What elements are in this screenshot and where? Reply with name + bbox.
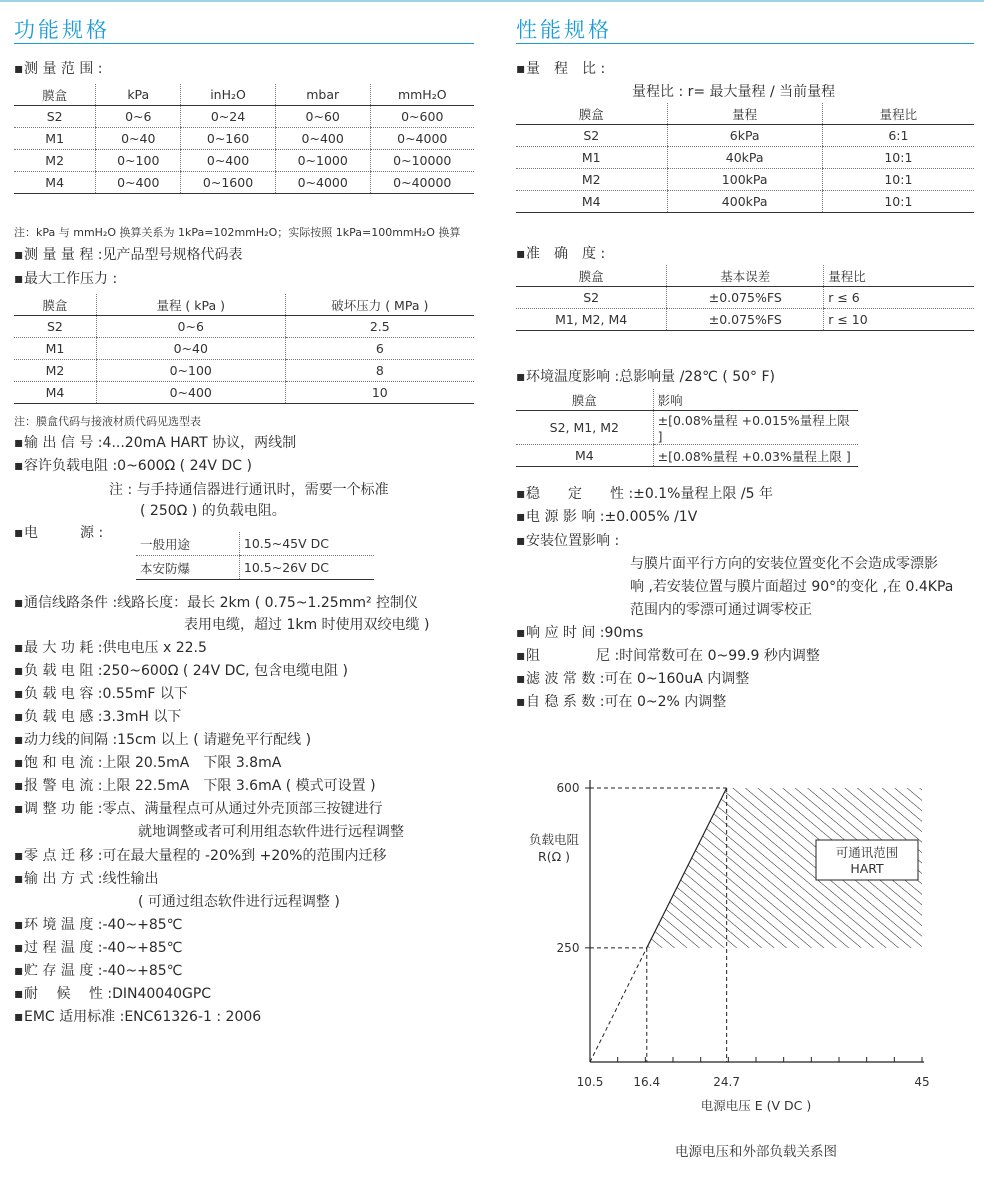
output-mode-value-2: ( 可通过组态软件进行远程调整 ) [138,894,340,910]
table-cell: 0~100 [96,360,285,382]
table-row [516,125,974,147]
power-row-item [136,556,374,580]
range-header-cell: 膜盒 [14,84,96,106]
table-cell: M1, M2, M4 [516,309,667,331]
table-cell: 0~6 [96,106,181,128]
table-cell: 40kPa [667,147,822,169]
y-tick-label: 600 [556,781,580,795]
turndown-header-cell: 量程比 [822,103,974,125]
table-cell: 6:1 [822,125,974,147]
ambient-label: 环境温度影响 : [526,369,620,385]
bullet-icon: ▪ [14,732,24,748]
spec-value: 可在 0~2% 内调整 [604,694,727,710]
spec-item [14,729,311,752]
bullet-icon: ▪ [14,640,24,656]
turndown-table-body [516,125,974,213]
spec-label: 动力线的间隔 : [24,732,118,748]
spec-label: 响 应 时 间 : [526,625,605,641]
spec-item [14,983,211,1006]
output-mode-row: ▪输 出 方 式 :线性输出 [14,871,159,887]
pressure-table [14,294,474,404]
power-row: ▪电 源 : [14,525,104,541]
table-cell: M4 [516,445,653,467]
range-header-cell: mmH₂O [370,84,474,106]
x-axis-label: 电源电压 E (V DC ) [700,1098,812,1113]
table-cell: 本安防爆 [136,556,239,580]
bullet-icon: ▪ [516,648,526,664]
table-cell: 0~160 [181,128,276,150]
table-cell: 0~4000 [275,172,370,194]
spec-label: 饱 和 电 流 : [24,755,103,771]
table-cell: M4 [14,382,96,404]
bullet-icon: ▪ [516,694,526,710]
table-row [14,106,474,128]
table-cell: M2 [14,150,96,172]
x-tick-label: 24.7 [713,1075,741,1089]
span-label: 测 量 量 程 : [24,247,103,263]
annotation-text: 可通讯范围 [835,845,899,860]
table-cell: 0~100 [96,150,181,172]
table-row [516,445,858,467]
spec-value: DIN40040GPC [112,986,212,1002]
range-table [14,84,474,194]
turndown-header-cell: 膜盒 [516,103,667,125]
power-table-body [136,532,374,580]
bullet-icon: ▪ [14,917,24,933]
bullet-icon: ▪ [14,940,24,956]
pressure-row: ▪最大工作压力 : [14,271,118,287]
spec-value: 3.3mH 以下 [102,709,182,725]
accuracy-header-cell: 膜盒 [516,265,667,287]
table-cell: 6 [285,338,474,360]
span-value: 见产品型号规格代码表 [102,247,243,263]
y-axis-label: 负载电阻 [528,832,580,847]
table-cell: 6kPa [667,125,822,147]
pressure-header-cell: 破坏压力 ( MPa ) [285,294,474,316]
spec-label: 耐 候 性 : [24,986,113,1002]
table-cell: 400kPa [667,191,822,213]
table-cell: 0~40 [96,338,285,360]
spec-value: -40~+85℃ [102,963,183,979]
mounting-label: 安装位置影响 : [526,533,620,549]
table-cell: 0~400 [96,172,181,194]
spec-value: 250~600Ω ( 24V DC, 包含电缆电阻 ) [102,663,348,679]
zero-shift-value: 可在最大量程的 -20%到 +20%的范围内迁移 [102,848,387,864]
table-row [14,382,474,404]
bullet-icon: ▪ [14,755,24,771]
pressure-note: 注：膜盒代码与接液材质代码见选型表 [14,415,201,428]
spec-value: 上限 22.5mA 下限 3.6mA ( 模式可设置 ) [102,778,376,794]
turndown-label: 量 程 比 : [526,61,606,77]
x-tick-label: 45 [914,1075,930,1089]
spec-item [516,506,697,529]
spec-item [14,937,182,960]
load-resistance-label: 容许负载电阻 : [24,458,118,474]
pressure-header-cell: 量程 ( kPa ) [96,294,285,316]
load-resistance-note-1: 注 : 与手持通信器进行通讯时，需要一个标准 [109,482,389,498]
bullet-icon: ▪ [14,686,24,702]
chart-plot-area [529,780,930,1160]
spec-label: 自 稳 系 数 : [526,694,605,710]
bullet-icon: ▪ [516,625,526,641]
table-cell: M1 [516,147,667,169]
pressure-header-cell: 膜盒 [14,294,96,316]
table-cell: r ≤ 6 [824,287,974,309]
y-tick-label: 250 [556,940,580,955]
x-tick-label: 10.5 [576,1075,604,1089]
annotation-text: HART [850,861,884,876]
spec-label: 最 大 功 耗 : [24,640,103,656]
table-row [516,411,858,445]
spec-label: 负 载 电 容 : [24,686,103,702]
table-cell: S2 [14,316,96,338]
spec-item [516,645,820,668]
spec-label: 过 程 温 度 : [24,940,103,956]
spec-item [14,960,182,983]
top-rule [0,0,984,2]
turndown-header-cell: 量程 [667,103,822,125]
accuracy-label: 准 确 度 : [526,246,606,262]
table-cell: 一般用途 [136,532,239,556]
accuracy-header-cell: 基本误差 [667,265,824,287]
spec-item [14,914,182,937]
bullet-icon: ▪ [14,1009,24,1025]
spec-item [14,706,181,729]
table-cell: ±0.075%FS [667,287,824,309]
right-title-rule [516,43,974,44]
spec-item [516,691,726,714]
spec-label: 负 载 电 阻 : [24,663,103,679]
chart-caption: 电源电压和外部负载关系图 [675,1144,837,1160]
turndown-table-header [516,103,974,125]
turndown-formula: 量程比 : r= 最大量程 / 当前量程 [632,84,836,100]
power-table [136,532,374,580]
spec-value: 供电电压 x 22.5 [102,640,207,656]
adjust-value-1: 零点、满量程点可从通过外壳顶部三按键进行 [102,801,383,817]
bullet-icon: ▪ [14,709,24,725]
spec-item [14,1006,261,1029]
spec-label: 阻 尼 : [526,648,620,664]
table-cell: 0~1000 [275,150,370,172]
bullet-icon: ▪ [516,671,526,687]
turndown-table [516,103,974,213]
mounting-value-3: 范围内的零漂可通过调零校正 [630,602,812,618]
table-cell: 10.5~45V DC [239,532,374,556]
ambient-value: 总影响量 /28℃ ( 50° F) [619,369,776,385]
left-section-title: 功能规格 [14,18,110,42]
bullet-icon: ▪ [14,778,24,794]
table-cell: M4 [14,172,96,194]
spec-label: 稳 定 性 : [526,486,634,502]
load-resistance-note-2: ( 250Ω ) 的负载电阻。 [140,503,286,519]
table-cell: ±0.075%FS [667,309,824,331]
spec-label: 滤 波 常 数 : [526,671,605,687]
ambient-header-cell: 影响 [653,389,858,411]
spec-label: 环 境 温 度 : [24,917,103,933]
adjust-value-2: 就地调整或者可利用组态软件进行远程调整 [138,824,404,840]
bullet-icon: ▪ [14,986,24,1002]
table-cell: 10:1 [822,191,974,213]
y-axis-unit: R(Ω ) [538,849,570,864]
table-cell: S2 [516,287,667,309]
output-signal-value: 4...20mA HART 协议，两线制 [102,435,297,451]
table-cell: 0~4000 [370,128,474,150]
accuracy-table-header [516,265,974,287]
table-row [14,360,474,382]
spec-item [516,483,773,506]
table-cell: 10.5~26V DC [239,556,374,580]
spec-item [14,637,207,660]
table-row [14,172,474,194]
boundary-dashed [590,948,647,1062]
spec-item [516,668,749,691]
range-label: 测 量 范 围 : [24,61,103,77]
accuracy-table-body [516,287,974,331]
table-cell: 10 [285,382,474,404]
mounting-row: ▪安装位置影响 : [516,533,620,549]
load-resistance-row: ▪容许负载电阻 :0~600Ω ( 24V DC ) [14,458,252,474]
adjust-row: ▪调 整 功 能 :零点、满量程点可从通过外壳顶部三按键进行 [14,801,383,817]
x-tick-label: 16.4 [633,1075,661,1089]
pressure-table-header [14,294,474,316]
zero-shift-row: ▪零 点 迁 移 :可在最大量程的 -20%到 +20%的范围内迁移 [14,848,387,864]
comm-line-label: 通信线路条件 : [24,595,118,611]
ambient-table-header [516,389,858,411]
ambient-header-cell: 膜盒 [516,389,653,411]
range-table-header [14,84,474,106]
spec-value: ±0.005% /1V [604,509,698,525]
table-cell: ±[0.08%量程 +0.03%量程上限 ] [653,445,858,467]
span-row: ▪测 量 量 程 :见产品型号规格代码表 [14,247,243,263]
table-row [14,128,474,150]
pressure-label: 最大工作压力 : [24,271,118,287]
table-row [516,191,974,213]
table-cell: S2, M1, M2 [516,411,653,445]
table-row [14,338,474,360]
output-mode-label: 输 出 方 式 : [24,871,103,887]
spec-item [516,622,643,645]
left-title-rule [14,43,474,44]
table-cell: 0~6 [96,316,285,338]
table-cell: M1 [14,338,96,360]
range-row: ▪测 量 范 围 : [14,61,103,77]
table-row [516,169,974,191]
table-cell: 0~400 [181,150,276,172]
table-cell: 0~40000 [370,172,474,194]
power-row-item [136,532,374,556]
table-cell: 10:1 [822,147,974,169]
spec-value: ±0.1%量程上限 /5 年 [633,486,773,502]
table-cell: S2 [516,125,667,147]
comm-line-row: ▪通信线路条件 :线路长度：最长 2km ( 0.75~1.25mm² 控制仪 [14,595,419,611]
table-cell: 0~600 [370,106,474,128]
ambient-row: ▪环境温度影响 :总影响量 /28℃ ( 50° F) [516,369,776,385]
table-cell: r ≤ 10 [824,309,974,331]
table-cell: 0~400 [96,382,285,404]
bullet-icon: ▪ [14,963,24,979]
voltage-load-chart [500,760,984,1200]
spec-label: 报 警 电 流 : [24,778,103,794]
table-cell: 0~40 [96,128,181,150]
turndown-row: ▪量 程 比 : [516,61,606,77]
table-cell: 100kPa [667,169,822,191]
spec-value: 可在 0~160uA 内调整 [604,671,750,687]
spec-item [14,775,376,798]
accuracy-header-cell: 量程比 [824,265,974,287]
spec-value: -40~+85℃ [102,940,183,956]
table-cell: M4 [516,191,667,213]
comm-line-value-1: 线路长度：最长 2km ( 0.75~1.25mm² 控制仪 [117,595,419,611]
bullet-icon: ▪ [516,486,526,502]
table-cell: S2 [14,106,96,128]
table-cell: 2.5 [285,316,474,338]
spec-item [14,752,281,775]
spec-value: ENC61326-1 : 2006 [124,1009,262,1025]
table-row [14,150,474,172]
spec-label: EMC 适用标准 : [24,1009,125,1025]
table-cell: 0~400 [275,128,370,150]
accuracy-row: ▪准 确 度 : [516,246,606,262]
table-cell: 0~1600 [181,172,276,194]
table-cell: 8 [285,360,474,382]
zero-shift-label: 零 点 迁 移 : [24,848,103,864]
spec-value: 0.55mF 以下 [102,686,188,702]
right-section-title: 性能规格 [516,18,612,42]
range-table-body [14,106,474,194]
spec-value: 时间常数可在 0~99.9 秒内调整 [619,648,820,664]
adjust-label: 调 整 功 能 : [24,801,103,817]
table-cell: 0~60 [275,106,370,128]
load-resistance-value: 0~600Ω ( 24V DC ) [117,458,252,474]
table-row [516,287,974,309]
ambient-table-body [516,411,858,467]
bullet-icon: ▪ [14,663,24,679]
table-cell: M2 [516,169,667,191]
table-row [516,309,974,331]
table-cell: 0~10000 [370,150,474,172]
table-row [516,147,974,169]
spec-item [14,683,188,706]
bullet-icon: ▪ [516,509,526,525]
range-header-cell: inH₂O [181,84,276,106]
power-label: 电 源 : [24,525,104,541]
ambient-table [516,389,858,467]
output-signal-label: 输 出 信 号 : [24,435,103,451]
comm-line-value-2: 表用电缆，超过 1km 时使用双绞电缆 ) [184,617,430,633]
mounting-value-2: 响 ,若安装位置与膜片面超过 90°的变化 ,在 0.4KPa [630,579,954,595]
range-header-cell: mbar [275,84,370,106]
pressure-table-body [14,316,474,404]
table-row [14,316,474,338]
output-mode-value-1: 线性输出 [102,871,159,887]
spec-label: 电 源 影 响 : [526,509,605,525]
spec-value: 15cm 以上 ( 请避免平行配线 ) [117,732,312,748]
spec-value: 上限 20.5mA 下限 3.8mA [102,755,282,771]
table-cell: 10:1 [822,169,974,191]
output-signal-row: ▪输 出 信 号 :4...20mA HART 协议，两线制 [14,435,297,451]
mounting-value-1: 与膜片面平行方向的安装位置变化不会造成零漂影 [630,556,938,572]
spec-label: 贮 存 温 度 : [24,963,103,979]
spec-item [14,660,348,683]
accuracy-table [516,265,974,331]
spec-value: 90ms [604,625,644,641]
table-cell: 0~24 [181,106,276,128]
spec-label: 负 载 电 感 : [24,709,103,725]
table-cell: ±[0.08%量程 +0.015%量程上限 ] [653,411,858,445]
table-cell: M1 [14,128,96,150]
range-note: 注：kPa 与 mmH₂O 换算关系为 1kPa=102mmH₂O；实际按照 1kPa=100mmH₂O 换算 [14,226,461,239]
table-cell: M2 [14,360,96,382]
spec-value: -40~+85℃ [102,917,183,933]
range-header-cell: kPa [96,84,181,106]
